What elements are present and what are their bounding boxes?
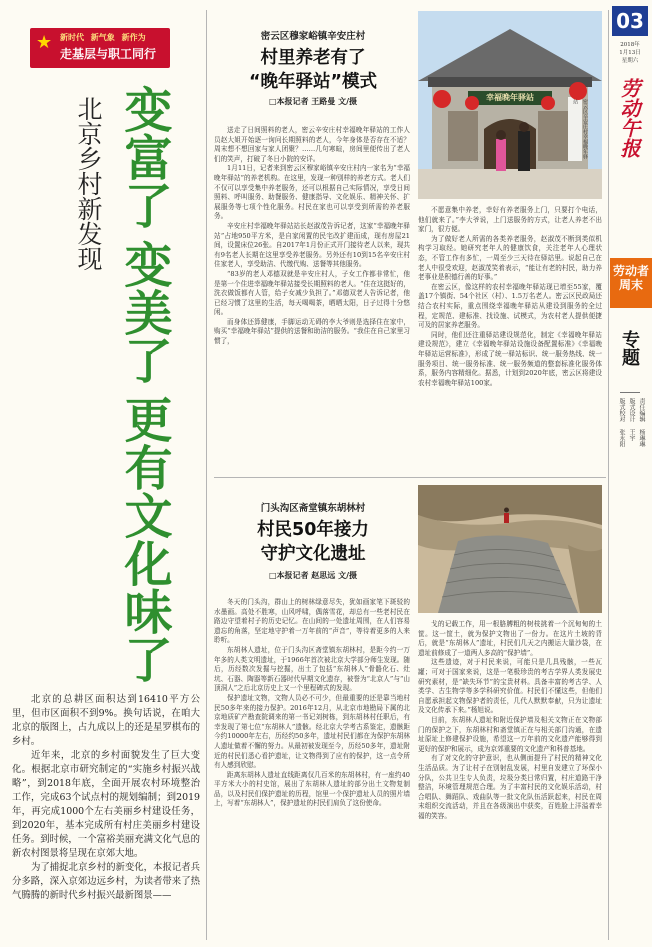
- article1-headline-1: 村里养老有了: [260, 48, 366, 68]
- article2-col1-p1: 冬天的门头沟，群山上的树林绿意尽失，犹如画家笔下斑驳的水墨画。高处不胜寒，山风呼啸，偶落雪花，却总有一些老村民在路边守望着村子的历史记忆。在山间的一处遗址周围，在人们容易遗忘的角落，坚定地守护着一万年前的“声音”，等待着更多的人来聆听。: [214, 598, 410, 645]
- banner-grassroots: 走基层: [60, 47, 97, 61]
- photo-side-sign-text: 密云区辛安庄村幸福晚年驿站: [572, 99, 588, 159]
- article1-location: 密云区穆家峪镇辛安庄村: [260, 31, 366, 42]
- article2-location: 门头沟区斋堂镇东胡林村: [260, 503, 366, 514]
- intro-p1: 北京的总耕区面积达到16410平方公里，但市区面积不到9%。换句话说，在咱大北京的版图上，占九成以上的还是星罗棋布的乡村。: [12, 694, 200, 747]
- main-title-big-2: 变美了: [116, 240, 172, 384]
- article1-byline: □本报记者 王路曼 文/摄: [268, 97, 358, 106]
- article1-col2-p1: 不愿意集中养老，幸好有养老服务上门，只要打个电话，他们就来了。”李大爷说，上门送服务的方式，让老人养老不出家门，很方便。: [418, 206, 602, 234]
- paper-name: 劳动午报: [617, 78, 641, 158]
- credit-editor: 责任编辑 杨琳琳: [638, 398, 645, 447]
- article2-byline: □本报记者 赵思远 文/摄: [268, 571, 358, 580]
- article1-col1: [214, 126, 410, 474]
- article1-col2: [418, 206, 602, 474]
- article1-col1-p4: “83岁的老人邓德双就是辛安庄村人，子女工作都非常忙，他是第一个住进幸福晚年驿站接受长期照料的老人。“住在这挺好的，洗衣做饭都有人管，给子女减少负担了。”邓德双老人告诉记者，他已经习惯了这里的生活，每天喝喝茶，晒晒太阳，日子过得十分悠闲。: [214, 269, 410, 317]
- article2-col1-p4: 距离东胡林人遗址直线距离仅几百米的东胡林村，有一座约40平方米大小的村史馆，展出了东胡林人遗址的部分出土文物复制品，以及村民们保护遗址的历程，馆里一个保护遗址人员的照片墙上，写着“东胡林人”，保护遗址的村民们肩负了这份使命。: [214, 770, 410, 808]
- article1-col2-p4: 同时，他们还注重驿站建设规范化，制定《幸福晚年驿站建设规范》，建立《幸福晚年驿站设施设备配置标准》《幸福晚年驿站运营标准》，形成了统一驿站标识、统一服务热线、统一服务项目、统一服务标准、统一服务频道的整套标准化服务体系，服务内容精细化。据悉，计划到2020年底，密云区将建设农村幸福晚年驿站100家。: [418, 330, 602, 387]
- article2-col2-p1: 戈的记载工作，用一根胳膊粗的树枝挑着一个沉甸甸的土筐。这一筐土，就为保护文物出了一份力。在这片土坡的背后，就是“东胡林人”遗址，村民们几天之内搬运大量沙袋，在遗址前修成了一道两人多高的“保护墙”。: [418, 620, 602, 657]
- intro-p3: 为了捕捉北京乡村的新变化，本报记者兵分多路，深入京郊边远乡村，为读者带来了热气腾腾的新时代乡村振兴最新图景——: [12, 862, 200, 901]
- special-divider: [620, 392, 640, 393]
- issue-date-year: 2018年: [620, 42, 640, 48]
- article2-col2-p4: 有了对文化的守护意识，也从侧面提升了村民的精神文化生活品质。为了让村子在别射乱发展，村里自发建立了环保小分队，公共卫生专人负责，垃圾分类日常归置，村庄道路干净整洁，环境管理规范合理。为了丰富村民的文化娱乐活动，村合唱队、舞蹈队、戏曲队等一批文化队伍活跃起来，村民在周末组织交流活动，并且在各级演出中获奖，百姓脸上洋溢着幸福的笑容。: [418, 754, 602, 820]
- banner-new-look: 新气象: [90, 33, 115, 42]
- article1-col2-p2: 为了做好老人所需的各类养老服务，赵淑茂不断到类似机构学习取经。她研究老年人的健康饮食，关注老年人心理状态，不管工作有多忙，一周至少三天待在驿站里。说起自己在老人中很受欢迎，赵淑茂笑着表示，“能让有老的村民，助力养老事业是积德行善的好事。”: [418, 234, 602, 282]
- article2-col1-p3: 保护遗址文物，文物人员必不可少，但最重要的还是靠当地村民50多年来的接力保护。2016年12月，从北京市地勘局下属的北京地质矿产勘查院调来的第一书记刘树栋，到东胡林村任职后，有幸发现了第七位“东胡林人”遗骸。经北京大学考古系鉴定，遗骸距今约10000年左右，历经约50多年，遗址村民们都在为保护东胡林人遗址做着不懈的努力。从最初被发现至今，历经50多年，遗址附近的村民们悉心看护遗址，让文物得到了应有的保护，这一点令所有人感到欣慰。: [214, 693, 410, 770]
- banner-star-icon: ★: [36, 32, 53, 53]
- issue-weekday: 星期六: [621, 58, 639, 64]
- banner-new-act: 新作为: [121, 33, 146, 42]
- article2-col2-p3: 目前，东胡林人遗址和附近保护墙及相关文物正在文物部门的保护之下，东胡林村和斋堂镇正在与相关部门沟通，在遗址原址上修建保护设施，希望这一万年前的文化遗产能够得到更好的保护和展示，成为京郊重要的文化遗产和科普基地。: [418, 715, 602, 753]
- sandbag-wall-image: [418, 485, 602, 613]
- article1-col1-p3: 辛安庄村幸福晚年驿站站长赵淑茂告诉记者，这家“幸福晚年驿站”占地950平方米，是自家闲置的民宅改扩建而成，现有房屋21间，设置床位26张。自2017年1月份正式开门接待老人以来，现共有9名老人长期在这里享受养老服务。另外还有10到15名辛安庄村住家老人，享受助洁、代缴代购、送餐等其他服务。: [214, 221, 410, 269]
- article2-headline-1: 村民50年接力: [257, 520, 369, 540]
- section-title: 劳动者周末: [612, 264, 649, 292]
- main-title-big-3: 更有文化味了: [116, 395, 172, 683]
- article2-col2: [418, 620, 602, 938]
- article1-col1-p2: 1月11日，记者来到密云区穆家峪镇辛安庄村内一家名为“幸福晚年驿站”的养老机构。在这里，发现一种别样的养老方式。老人们不仅可以享受集中养老服务，还可以根据自己实际情况，享受日间照料、呼叫服务、助餐服务、健康指导、文化娱乐、精神关怀、扩展服务等七项个性化服务。村民在家也可以享受到所需的养老服务。: [214, 164, 410, 221]
- main-title-big-1: 变富了: [116, 85, 172, 229]
- article2-headline-2: 守护文化遗址: [260, 544, 366, 564]
- article1-col1-p1: 送走了日间照料的老人，密云辛安庄村幸福晚年驿站的工作人员赵大姐开始逐一询问长期照料的老人，今年身体是否存在不适？周末想不想回家与家人团聚？……几句寒暄，房间里便传出了老人们的笑声，打破了冬日小院的安详。: [214, 126, 410, 163]
- article1-photo: [418, 11, 602, 199]
- article2-col1-p2: 东胡林人遗址，位于门头沟区斋堂镇东胡林村，是距今约一万年多的人类文明遗址，于1966年首次被北京大学部分师生发现。随后，历经数次发掘与挖掘，出土了包括“东胡林人”骨骼化石、灶坑、石器、陶器等新石器时代早期文化遗存，被誉为“北京人”与“山顶洞人”之后北京历史上又一个里程碑式的发现。: [214, 645, 410, 693]
- article1-headline-2: “晚年驿站”模式: [248, 72, 377, 92]
- article2-photo: [418, 485, 602, 613]
- main-title-sub: 北京乡村新发现: [74, 96, 103, 271]
- photo-sign-text: 幸福晚年驿站: [486, 92, 534, 102]
- credit-proofreader: 版式校对 张永阳: [618, 398, 625, 447]
- credit-designer: 版式设计 王宇: [628, 398, 635, 441]
- special-label: 专题: [619, 330, 640, 366]
- article2-col1: [214, 598, 410, 938]
- page-number: 03: [612, 6, 648, 36]
- article2-col2-p2: 这些遗迹，对于村民来说，可能只是几具残骸，一些瓦罐；可对于国家来说，这是一笔极珍贵的考古学界人类发展史研究素材，是“缺失环节”的宝贵材料。具备丰富的考古学、人类学、古生物学等多学科研究价值。村民们不懂这些，但他们自愿承担起文物保护者的责任，几代人默默奉献，只为让遗址及文化传承下来。”杨旭说。: [418, 658, 602, 715]
- right-sidebar-divider: [608, 10, 609, 940]
- article-divider: [214, 477, 606, 478]
- event-banner: [30, 28, 170, 68]
- banner-new-era: 新时代: [60, 33, 84, 42]
- intro-p2: 近年来，北京的乡村面貌发生了巨大变化。根据北京市研究制定的“实施乡村振兴战略”，到2018年底，全面开展农村环境整治工作，完成63个试点村的规划编制；到2019年，再完成1000个左右美丽乡村建设任务，到2020年，基本完成所有村庄美丽乡村建设任务。到时候，一个富裕美丽充满文化气息的新农村图景将呈现在京郊大地。: [12, 750, 200, 859]
- article1-col1-p5: 而身体还算健康，手脚运动无碍的李大爷则是选择住在家中，购买“幸福晚年驿站”提供的送餐和助洁的服务。“我住在自己家里习惯了，: [214, 317, 410, 346]
- banner-with-workers: 与职工同行: [96, 47, 157, 61]
- article1-col2-p3: 在密云区，像这样的农村幸福晚年驿站现已增至55家，覆盖17个镇街、54个社区（村）、1.5万名老人。密云区民政局还结合农村实际，重点围绕幸福晚年驿站从建设到服务的全过程，定规范、建标准、找设施、试模式，为农村老人提供便捷可及的居家养老服务。: [418, 282, 602, 330]
- intro-text: [12, 693, 200, 903]
- issue-date-day: 1月13日: [619, 50, 641, 56]
- column-divider: [206, 10, 207, 940]
